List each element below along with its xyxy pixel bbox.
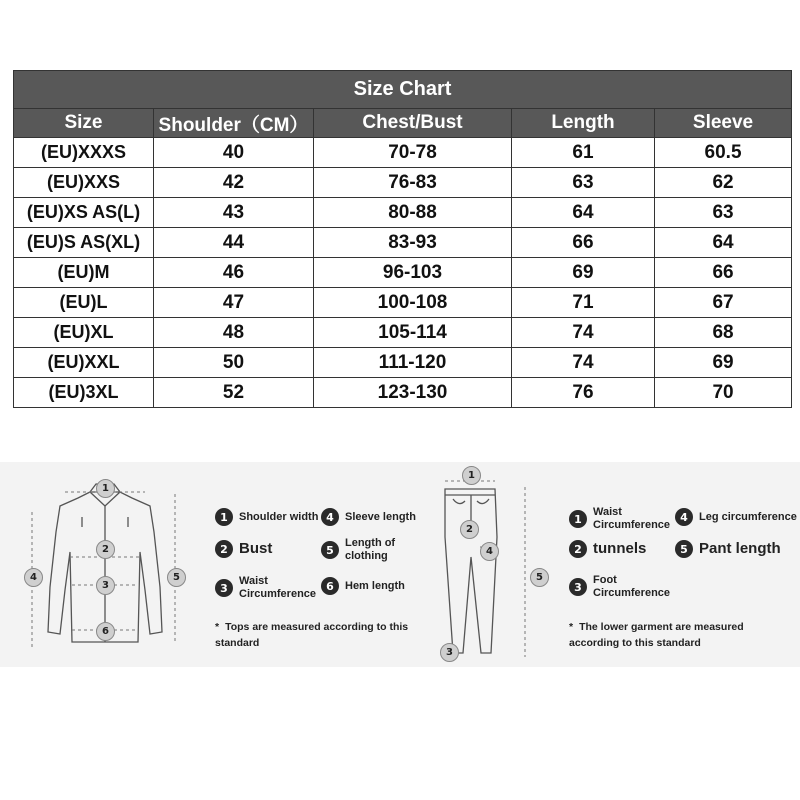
chest-bust-cell: 83-93 xyxy=(314,228,512,258)
pants-legend-item xyxy=(569,506,673,532)
pants-marker-2: 2 xyxy=(460,520,479,539)
size-cell: (EU)XXL xyxy=(14,348,154,378)
legend-label: Pant length xyxy=(699,540,781,557)
size-cell: (EU)3XL xyxy=(14,378,154,408)
size-cell: (EU)XXS xyxy=(14,168,154,198)
length-cell: 69 xyxy=(512,258,655,288)
chest-bust-cell: 105-114 xyxy=(314,318,512,348)
length-cell: 63 xyxy=(512,168,655,198)
header-shoulder: Shoulder（CM） xyxy=(154,109,314,138)
shoulder-cell: 42 xyxy=(154,168,314,198)
sleeve-cell: 67 xyxy=(655,288,792,318)
sleeve-cell: 70 xyxy=(655,378,792,408)
shirt-marker-6: 6 xyxy=(96,622,115,641)
shirt-marker-3: 3 xyxy=(96,576,115,595)
legend-label: Length of clothing xyxy=(345,537,396,562)
shoulder-cell: 52 xyxy=(154,378,314,408)
chest-bust-cell: 123-130 xyxy=(314,378,512,408)
size-cell: (EU)S AS(XL) xyxy=(14,228,154,258)
chest-bust-cell: 111-120 xyxy=(314,348,512,378)
legend-label: Waist Circumference xyxy=(593,506,671,531)
table-row xyxy=(14,168,792,198)
header-chest-bust: Chest/Bust xyxy=(314,109,512,138)
table-row xyxy=(14,288,792,318)
sleeve-cell: 63 xyxy=(655,198,792,228)
chest-bust-cell: 70-78 xyxy=(314,138,512,168)
number-badge: 2 xyxy=(569,540,587,558)
number-badge: 4 xyxy=(321,508,339,526)
number-badge: 1 xyxy=(569,510,587,528)
shoulder-cell: 43 xyxy=(154,198,314,228)
shirt-marker-4: 4 xyxy=(24,568,43,587)
shoulder-cell: 46 xyxy=(154,258,314,288)
legend-label: Shoulder width xyxy=(239,510,319,523)
tops-legend-item xyxy=(215,540,272,558)
shoulder-cell: 40 xyxy=(154,138,314,168)
size-cell: (EU)XL xyxy=(14,318,154,348)
table-row xyxy=(14,318,792,348)
pants-marker-4: 4 xyxy=(480,542,499,561)
header-length: Length xyxy=(512,109,655,138)
tops-legend-item xyxy=(321,508,416,526)
number-badge: 5 xyxy=(675,540,693,558)
chest-bust-cell: 80-88 xyxy=(314,198,512,228)
table-row xyxy=(14,258,792,288)
size-chart-title-row xyxy=(14,71,792,109)
sleeve-cell: 64 xyxy=(655,228,792,258)
shirt-marker-1: 1 xyxy=(96,479,115,498)
length-cell: 64 xyxy=(512,198,655,228)
legend-label: Foot Circumference xyxy=(593,574,671,599)
pants-marker-5: 5 xyxy=(530,568,549,587)
sleeve-cell: 69 xyxy=(655,348,792,378)
shirt-marker-5: 5 xyxy=(167,568,186,587)
size-chart-title: Size Chart xyxy=(14,71,792,109)
length-cell: 61 xyxy=(512,138,655,168)
shoulder-cell: 44 xyxy=(154,228,314,258)
pants-legend-item xyxy=(675,508,797,526)
number-badge: 4 xyxy=(675,508,693,526)
table-row xyxy=(14,138,792,168)
header-size: Size xyxy=(14,109,154,138)
tops-legend-item xyxy=(215,508,318,526)
shoulder-cell: 48 xyxy=(154,318,314,348)
size-cell: (EU)XXXS xyxy=(14,138,154,168)
tops-legend-item xyxy=(215,575,319,601)
pants-note xyxy=(569,619,769,651)
chest-bust-cell: 76-83 xyxy=(314,168,512,198)
shoulder-cell: 50 xyxy=(154,348,314,378)
tops-note-text: Tops are measured according to this standard xyxy=(215,621,409,649)
chest-bust-cell: 96-103 xyxy=(314,258,512,288)
pants-legend-item xyxy=(569,540,646,558)
sleeve-cell: 68 xyxy=(655,318,792,348)
number-badge: 1 xyxy=(215,508,233,526)
legend-label: Bust xyxy=(239,540,273,557)
number-badge: 2 xyxy=(215,540,233,558)
tops-legend-item xyxy=(321,537,405,563)
size-chart-body xyxy=(14,138,792,408)
size-chart-table xyxy=(13,70,792,408)
pants-illustration xyxy=(425,467,555,667)
legend-label: Sleeve length xyxy=(345,510,416,523)
legend-label: Waist Circumference xyxy=(239,575,317,600)
chest-bust-cell: 100-108 xyxy=(314,288,512,318)
size-cell: (EU)L xyxy=(14,288,154,318)
pants-legend-item xyxy=(569,574,673,600)
note-star: * xyxy=(569,621,574,633)
length-cell: 66 xyxy=(512,228,655,258)
length-cell: 76 xyxy=(512,378,655,408)
size-cell: (EU)XS AS(L) xyxy=(14,198,154,228)
number-badge: 5 xyxy=(321,541,339,559)
table-row xyxy=(14,348,792,378)
number-badge: 6 xyxy=(321,577,339,595)
number-badge: 3 xyxy=(215,579,233,597)
legend-label: Leg circumference xyxy=(699,510,797,523)
length-cell: 74 xyxy=(512,318,655,348)
size-cell: (EU)M xyxy=(14,258,154,288)
sleeve-cell: 62 xyxy=(655,168,792,198)
sleeve-cell: 66 xyxy=(655,258,792,288)
sleeve-cell: 60.5 xyxy=(655,138,792,168)
length-cell: 71 xyxy=(512,288,655,318)
note-star: * xyxy=(215,621,220,633)
shoulder-cell: 47 xyxy=(154,288,314,318)
pants-marker-1: 1 xyxy=(462,466,481,485)
number-badge: 3 xyxy=(569,578,587,596)
measurement-guide xyxy=(0,462,800,667)
shirt-marker-2: 2 xyxy=(96,540,115,559)
table-row xyxy=(14,198,792,228)
length-cell: 74 xyxy=(512,348,655,378)
tops-note xyxy=(215,619,415,651)
table-row xyxy=(14,378,792,408)
pants-note-text: The lower garment are measured according to this standard xyxy=(569,621,744,649)
pants-legend-item xyxy=(675,540,781,558)
size-chart-header-row xyxy=(14,109,792,138)
tops-legend-item xyxy=(321,577,405,595)
legend-label: Hem length xyxy=(345,579,405,592)
header-sleeve: Sleeve xyxy=(655,109,792,138)
table-row xyxy=(14,228,792,258)
pants-marker-3: 3 xyxy=(440,643,459,662)
legend-label: tunnels xyxy=(593,540,647,557)
